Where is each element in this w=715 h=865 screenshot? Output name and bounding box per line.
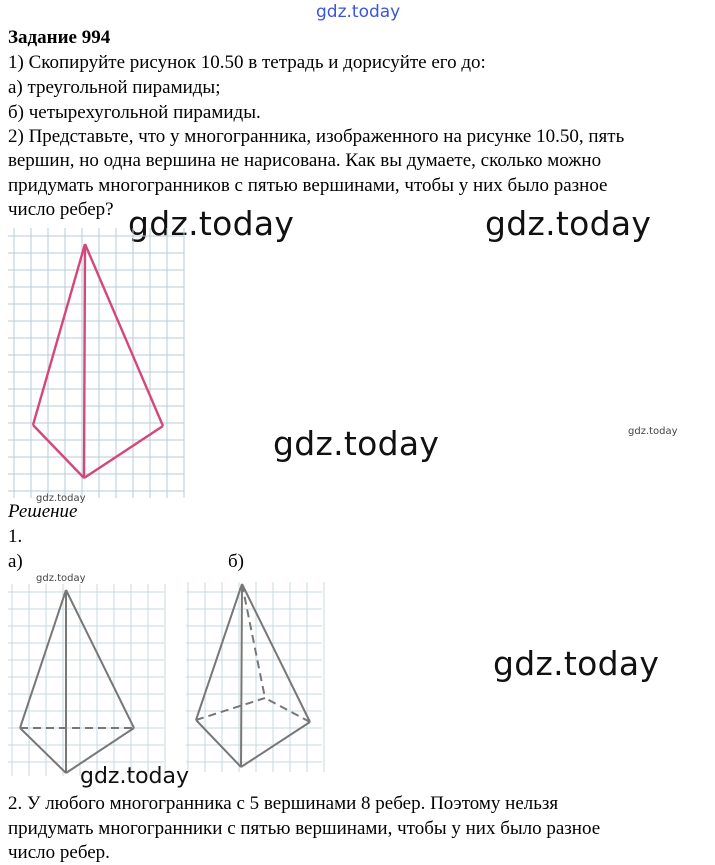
figure-a-triangular-pyramid: [8, 584, 168, 780]
task-line: число ребер?: [8, 199, 114, 220]
edge: [241, 584, 242, 767]
hidden-edge: [196, 698, 265, 720]
solution-heading: Решение: [8, 501, 78, 522]
task-line: вершин, но одна вершина не нарисована. Как вы думаете, сколько можно: [8, 150, 602, 171]
watermark: gdz.today: [493, 644, 660, 683]
label-b: б): [228, 551, 244, 572]
figure-b-quadrilateral-pyramid: [186, 576, 326, 776]
watermark: gdz.today: [128, 204, 295, 243]
watermark: gdz.today: [273, 424, 440, 463]
edge: [196, 584, 242, 720]
task-line: 1) Скопируйте рисунок 10.50 в тетрадь и дорисуйте его до:: [8, 52, 486, 73]
edge: [84, 244, 85, 478]
answer-line: 2. У любого многогранника с 5 вершинами 8 ребер. Поэтому нельзя: [8, 793, 559, 814]
watermark: gdz.today: [485, 204, 652, 243]
edge: [33, 425, 84, 478]
answer-line: число ребер.: [8, 842, 110, 863]
edge: [84, 426, 163, 478]
watermark-small: gdz.today: [36, 573, 86, 584]
solution-part1-label: 1.: [8, 526, 23, 547]
watermark-top: gdz.today: [316, 2, 401, 22]
watermark-small: gdz.today: [36, 493, 86, 504]
watermark: gdz.today: [80, 764, 190, 789]
edge: [20, 728, 66, 773]
hidden-edge: [242, 584, 265, 698]
task-line: придумать многогранников с пятью вершинами, чтобы у них было разное: [8, 175, 608, 196]
task-line: 2) Представьте, что у многогранника, изображенного на рисунке 10.50, пять: [8, 126, 625, 147]
edge: [20, 590, 66, 728]
edge: [66, 590, 134, 728]
task-line: а) треугольной пирамиды;: [8, 77, 221, 98]
grid: [8, 584, 165, 776]
task-title: Задание 994: [8, 27, 111, 48]
edge: [85, 244, 163, 426]
label-a: а): [8, 551, 23, 572]
figure-10-50: [8, 228, 186, 500]
task-line: б) четырехугольной пирамиды.: [8, 102, 261, 123]
edge: [33, 244, 85, 425]
edge: [196, 720, 241, 767]
watermark-small: gdz.today: [628, 426, 678, 437]
answer-line: придумать многогранники с пятью вершинами, чтобы у них было разное: [8, 818, 601, 839]
